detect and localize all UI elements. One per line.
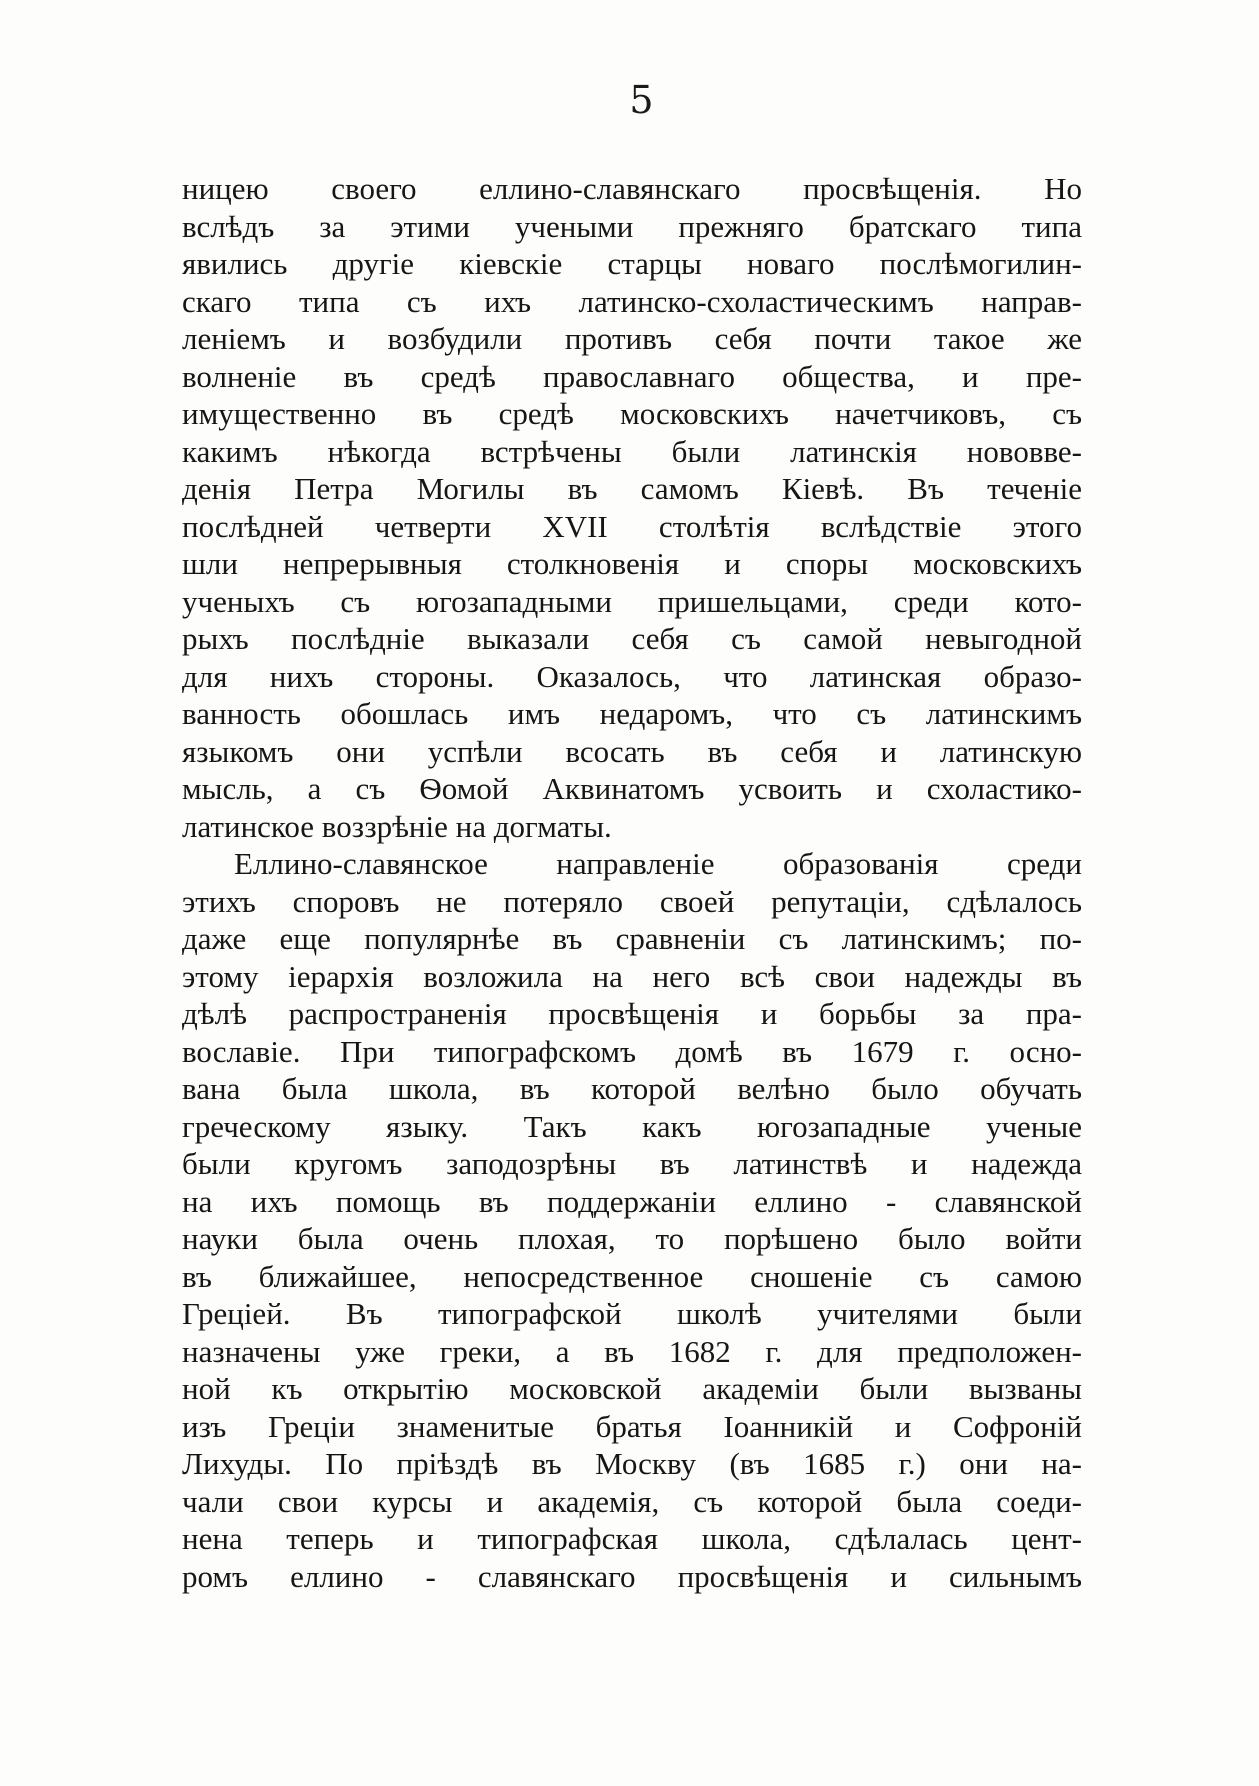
page-number: 5 (629, 78, 654, 122)
text-line: изъ Греціи знаменитые братья Іоанникій и Софроній (182, 1408, 1082, 1444)
text-line: въ ближайшее, непосредственное сношеніе съ самою (182, 1258, 1082, 1294)
text-line: греческому языку. Такъ какъ югозападные ученые (182, 1108, 1082, 1144)
text-line: рыхъ послѣдніе выказали себя съ самой невыгодной (182, 621, 1082, 656)
text-line: чали свои курсы и академія, съ которой была соеди- (182, 1483, 1082, 1519)
text-line: этому іерархія возложила на него всѣ свои надежды въ (182, 958, 1082, 994)
text-line: ромъ еллино - славянскаго просвѣщенія и сильнымъ (182, 1558, 1082, 1594)
text-line: волненіе въ средѣ православнаго общества, и пре- (182, 358, 1082, 394)
text-line: скаго типа съ ихъ латинско-схоластическимъ направ- (182, 283, 1082, 319)
text-line: послѣдней четверти XVII столѣтія вслѣдствіе этого (182, 508, 1082, 544)
text-line: денія Петра Могилы въ самомъ Кіевѣ. Въ теченіе (182, 471, 1082, 506)
text-line: для нихъ стороны. Оказалось, что латинская образо- (182, 658, 1082, 694)
body-text (182, 170, 1082, 1595)
text-line: языкомъ они успѣли всосать въ себя и латинскую (182, 733, 1082, 769)
text-line: Греціей. Въ типографской школѣ учителями были (182, 1296, 1082, 1331)
text-line: вославіе. При типографскомъ домѣ въ 1679 г. осно- (182, 1033, 1082, 1069)
text-line: нена теперь и типографская школа, сдѣлалась цент- (182, 1521, 1082, 1556)
text-line: ной къ открытію московской академіи были вызваны (182, 1371, 1082, 1406)
text-line: этихъ споровъ не потеряло своей репутаціи, сдѣлалось (182, 883, 1082, 919)
text-line: вана была школа, въ которой велѣно было обучать (182, 1071, 1082, 1106)
text-line: явились другіе кіевскіе старцы новаго послѣмогилин- (182, 246, 1082, 281)
text-line: даже еще популярнѣе въ сравненіи съ латинскимъ; по- (182, 921, 1082, 956)
text-line: Лихуды. По пріѣздѣ въ Москву (въ 1685 г.) они на- (182, 1446, 1082, 1481)
text-line: леніемъ и возбудили противъ себя почти такое же (182, 321, 1082, 356)
text-line: назначены уже греки, а въ 1682 г. для предположен- (182, 1333, 1082, 1369)
text-line: какимъ нѣкогда встрѣчены были латинскія нововве- (182, 433, 1082, 469)
text-line: были кругомъ заподозрѣны въ латинствѣ и надежда (182, 1146, 1082, 1181)
text-line: дѣлѣ распространенія просвѣщенія и борьбы за пра- (182, 996, 1082, 1031)
text-line: науки была очень плохая, то порѣшено было войти (182, 1221, 1082, 1256)
text-line: вслѣдъ за этими учеными прежняго братскаго типа (182, 208, 1082, 244)
text-line: Еллино-славянское направленіе образованія среди (234, 846, 1082, 881)
text-line: латинское воззрѣніе на догматы. (182, 808, 612, 844)
text-line: ницею своего еллино-славянскаго просвѣщенія. Но (182, 171, 1082, 206)
text-line: имущественно въ средѣ московскихъ начетчиковъ, съ (182, 396, 1082, 431)
text-line: шли непрерывныя столкновенія и споры московскихъ (182, 546, 1082, 581)
text-line: ванность обошлась имъ недаромъ, что съ латинскимъ (182, 696, 1082, 731)
text-line: ученыхъ съ югозападными пришельцами, среди кото- (182, 583, 1082, 619)
text-line: на ихъ помощь въ поддержаніи еллино - славянской (182, 1183, 1082, 1219)
text-line: мысль, а съ Ѳомой Аквинатомъ усвоить и схоластико- (182, 771, 1082, 806)
